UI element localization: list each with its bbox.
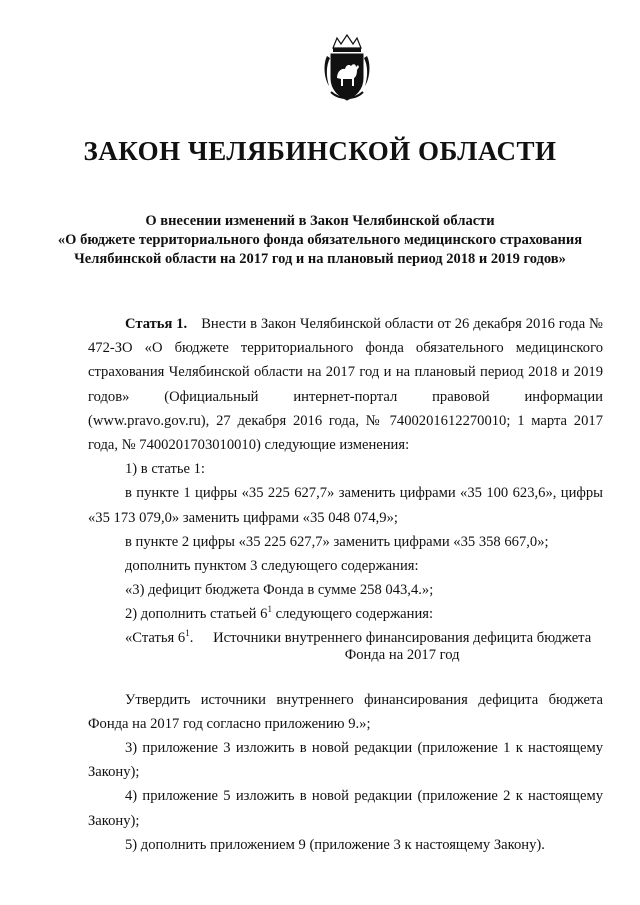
article-6-1-body: Утвердить источники внутреннего финансирования дефицита бюджета Фонда на 2017 год согласно приложению 9.»; [88, 691, 603, 732]
law-body [88, 312, 603, 857]
item-2 [88, 602, 603, 626]
subject-line-3: Челябинской области на 2017 год и на плановый период 2018 и 2019 годов» [74, 251, 566, 267]
article-1-label: Статья 1. [125, 316, 188, 332]
law-title: ЗАКОН ЧЕЛЯБИНСКОЙ ОБЛАСТИ [83, 136, 557, 166]
article-6-1-label [125, 627, 194, 664]
article-1-text: Внести в Закон Челябинской области от 26 декабря 2016 года № 472-ЗО «О бюджете территориального фонда обязательного медицинского страхования Челябинской области на 2017 год и на плановый период 2018 и 2019 годов» (Официальный интернет-портал правовой информации (www.pravo.gov.ru), 27 декабря 2016 года, № 7400201612270010; 1 марта 2017 года, № 7400201703010010) следующие изменения: [88, 316, 603, 454]
article-6-1-superscript: 1 [185, 627, 190, 638]
item-1-point-4: «3) дефицит бюджета Фонда в сумме 258 043,4.»; [125, 582, 434, 599]
item-4: 4) приложение 5 изложить в новой редакции (приложение 2 к настоящему Закону); [88, 788, 603, 829]
article-1-intro [88, 312, 603, 457]
item-2-text-end: следующего содержания: [271, 606, 434, 623]
coat-of-arms-icon [321, 34, 373, 104]
subject-line-1: О внесении изменений в Закон Челябинской области [145, 213, 495, 229]
item-1-point-3: дополнить пунктом 3 следующего содержания: [125, 558, 419, 575]
article-6-1-title: Источники внутреннего финансирования дефицита бюджета Фонда на 2017 год [213, 629, 592, 663]
subject-line-2: «О бюджете территориального фонда обязательного медицинского страхования [57, 232, 583, 248]
item-1-point-1: в пункте 1 цифры «35 225 627,7» заменить цифрами «35 100 623,6», цифры «35 173 079,0» заменить цифрами «35 048 074,9»; [88, 485, 603, 526]
article-6-1-label-text: «Статья 6 [125, 629, 186, 646]
item-1-point-2: в пункте 2 цифры «35 225 627,7» заменить цифрами «35 358 667,0»; [125, 533, 549, 550]
item-2-superscript: 1 [267, 604, 272, 615]
law-subject [0, 212, 640, 269]
item-5: 5) дополнить приложением 9 (приложение 3 к настоящему Закону). [125, 836, 545, 853]
item-1: 1) в статье 1: [125, 461, 205, 478]
item-3: 3) приложение 3 изложить в новой редакции (приложение 1 к настоящему Закону); [88, 740, 603, 781]
item-2-text-start: 2) дополнить статьей 6 [125, 606, 268, 623]
article-6-1-label-dot: . [189, 629, 194, 646]
article-6-1-heading [125, 627, 603, 664]
